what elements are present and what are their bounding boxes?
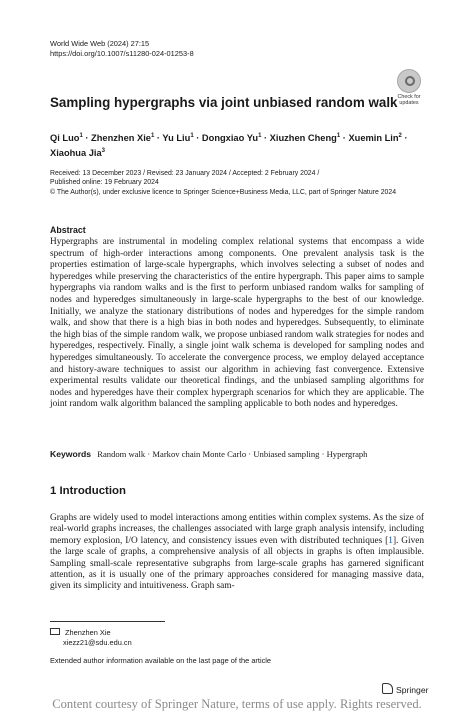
doi-link[interactable]: https://doi.org/10.1007/s11280-024-01253-8 [50, 49, 194, 58]
publication-dates [50, 169, 450, 197]
envelope-icon [50, 628, 60, 635]
introduction-paragraph [50, 513, 424, 593]
badge-line2: updates [399, 100, 419, 106]
journal-citation: World Wide Web (2024) 27:15 [50, 39, 150, 48]
abstract-heading: Abstract [50, 225, 86, 235]
check-updates-icon [397, 69, 421, 93]
abstract-text: Hypergraphs are instrumental in modeling complex relational systems that encompass a wide spectrum of high-order interactions among components. One prevalent analysis task is the properties estimation of large-scale hypergraphs, which involves selecting a subset of nodes and hyperedges while preserving the characteristics of the entire hypergraph. This paper aims to sample hypergraphs via random walks and is the first to perform unbiased random walks for sampling of nodes and hyperedges simultaneously in large-scale hypergraphs to the best of our knowledge. Initially, we analyze the stationary distributions of nodes and hyperedges for the simple random walk, and show that there is a high bias in both nodes and hyperedges. Subsequently, to eliminate the high bias of the simple random walk, we propose unbiased random walk strategies for nodes and hyperedges, respectively. Finally, a single joint walk schema is developed for sampling nodes and hyperedges simultaneously. To accelerate the convergence process, we employ delayed acceptance and history-aware techniques to assist our algorithm in achieving fast convergence. Extensive experimental results validate our theoretical findings, and the unbiased sampling algorithms for nodes and hyperedges have their complex hypergraph scenarios for which they are applicable. The joint random walk algorithm balanced the sampling applicable to both nodes and hyperedges. [50, 237, 424, 410]
author-3: Yu Liu$^1$ [162, 133, 194, 144]
springer-logo [382, 683, 428, 695]
copyright-line: © The Author(s), under exclusive licence to Springer Science+Business Media, LLC, part of Springer Nature 2024 [50, 188, 397, 196]
dates-line-2: Published online: 19 February 2024 [50, 179, 159, 187]
footnote-divider [50, 621, 165, 622]
badge-line1: Check for [397, 94, 421, 100]
keywords-label: Keywords [50, 449, 92, 459]
author-7: Xiaohua Jia$^3$ [50, 148, 106, 159]
journal-header [50, 39, 194, 59]
publisher-name: Springer [396, 685, 429, 695]
corresponding-author: Zhenzhen Xie [65, 628, 111, 637]
keywords-text: Random walk · Markov chain Monte Carlo · Unbiased sampling · Hypergraph [97, 449, 368, 459]
section-title: 1 Introduction [50, 485, 126, 497]
paper-title: Sampling hypergraphs via joint unbiased random walk [50, 95, 398, 110]
check-for-updates-badge[interactable] [393, 69, 425, 106]
springer-horse-icon [382, 683, 393, 694]
citation-link[interactable]: 1 [388, 535, 393, 546]
correspondence-block [50, 628, 132, 648]
intro-text-end: ]. Given the large scale of graphs, a comprehensive analysis of all objects in graphs is often implausible. Sampling small-scale representative subgraphs from large-scale graphs has garnered significant attention, as it is usually one of the primary approaches considered for managing massive data, given its simplicity and intuitiveness. Graph sam- [50, 535, 425, 592]
watermark-footer: Content courtesy of Springer Nature, terms of use apply. Rights reserved. [52, 697, 422, 711]
author-email[interactable]: xiezz21@sdu.edu.cn [63, 638, 132, 647]
author-2: Zhenzhen Xie$^1$ [91, 133, 155, 144]
author-list: Qi Luo$^1$ · Zhenzhen Xie$^1$ · Yu Liu$^1$ · Dongxiao $Yu^1$ · Xiuzhen Cheng$^1$ · Xuemin Lin$^2$ · Xiaohua Jia$^3$ [50, 133, 408, 159]
author-5: Xiuzhen Cheng$^1$ [269, 133, 341, 144]
extended-author-info: Extended author information available on the last page of the article [50, 656, 272, 665]
author-1: Qi Luo$^1$ [50, 133, 83, 144]
dates-line-1: Received: 13 December 2023 / Revised: 23 January 2024 / Accepted: 2 February 2024 / [50, 170, 320, 177]
author-4: Dongxiao Yu$^1$ [201, 133, 262, 144]
author-6: Xuemin Lin$^2$ [348, 133, 402, 144]
keywords [50, 449, 367, 459]
intro-text-start: Graphs are widely used to model interactions among entities within complex systems. As the size of real-world graphs increases, the challenges associated with large graph analysis intensify, including memory explosion, I/O latency, and consistency issues even with distributed techniques [ [50, 513, 424, 546]
